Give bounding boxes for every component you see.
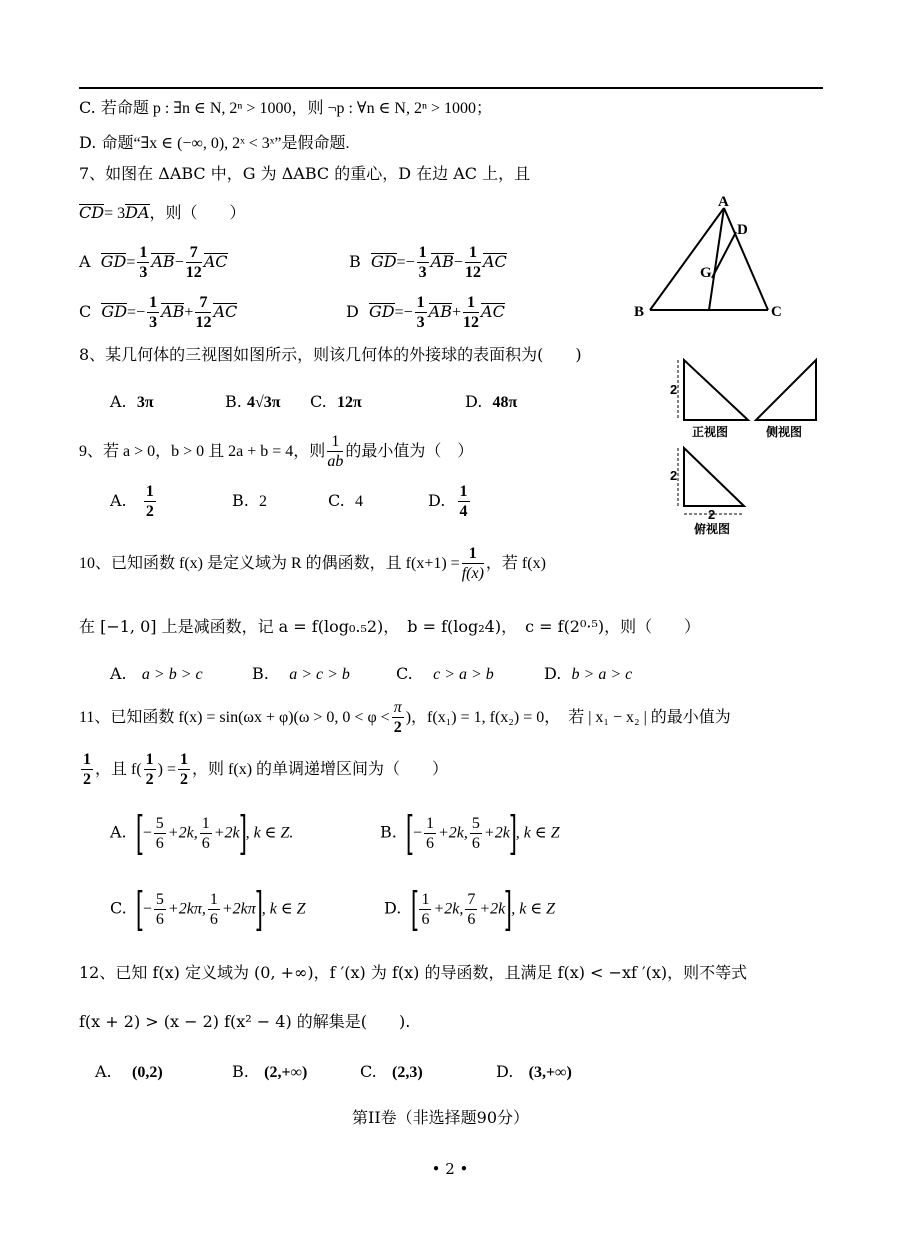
q7-option-c: C GD=− $\frac{1}{3}$ AB+ $\frac{7}{12}$ AC bbox=[79, 294, 238, 331]
q10-option-b: B. a > c > b bbox=[252, 664, 350, 683]
q8-option-b: B. 4√3π bbox=[225, 392, 281, 411]
top-view-label: 俯视图 bbox=[694, 522, 731, 536]
q12-option-c: C. (2,3) bbox=[360, 1062, 423, 1081]
label-a: A bbox=[718, 194, 729, 210]
label-g: G bbox=[700, 265, 712, 281]
q8-option-c: C. 12π bbox=[310, 392, 362, 411]
q8-stem: 8、某几何体的三视图如图所示，则该几何体的外接球的表面积为( ) bbox=[79, 345, 582, 364]
front-view-label: 正视图 bbox=[692, 425, 729, 439]
q7-stem: 7、如图在 ΔABC 中，G 为 ΔABC 的重心，D 在边 AC 上，且 bbox=[79, 164, 531, 183]
q11-option-b: B. [− $\frac{1}{6}$ +2k, $\frac{5}{6}$ +2k], k ∈ Z bbox=[380, 806, 560, 860]
q8-option-d: D. 48π bbox=[465, 392, 518, 411]
q12-inequality: f(x + 2) > (x − 2) f(x² − 4) 的解集是( ). bbox=[79, 1012, 411, 1031]
q10-stem: 10、已知函数 f(x) 是定义域为 R 的偶函数，且 f(x+1) = $\frac{1}{f(x)}$ ，若 f(x) bbox=[79, 545, 546, 582]
q11-stem: 11、已知函数 f(x) = sin(ωx + φ)(ω > 0, 0 < φ < $\frac{\pi}{2}$ )，f(x₁) = 1, f(x₂) = 0， 若 | x₁ − x₂ | 的最小值为 bbox=[79, 699, 731, 736]
q11-option-d: D. [ $\frac{1}{6}$ +2k, $\frac{7}{6}$ +2k], k ∈ Z bbox=[384, 882, 556, 936]
q7-triangle-figure bbox=[628, 192, 793, 322]
side-view bbox=[756, 360, 816, 420]
q9-option-a: A. $\frac{1}{2}$ bbox=[110, 483, 154, 520]
q7-condition: CD= 3DA，则（ ） bbox=[79, 203, 246, 222]
q10-option-a: A. a > b > c bbox=[110, 664, 203, 683]
q9-option-b: B. 2 bbox=[232, 491, 268, 510]
q7-option-b: B GD=− $\frac{1}{3}$ AB− $\frac{1}{12}$ AC bbox=[349, 244, 507, 281]
top-dim-width: 2 bbox=[708, 507, 716, 522]
q10-option-c: C. c > a > b bbox=[396, 664, 494, 683]
label-c: C bbox=[771, 304, 782, 320]
q8-option-a: A. 3π bbox=[110, 392, 154, 411]
q8-three-view-figure bbox=[664, 352, 832, 538]
q12-option-a: A. (0,2) bbox=[95, 1062, 163, 1081]
top-rule bbox=[79, 87, 823, 89]
q6-option-c: C. 若命题 p : ∃n ∈ N, 2ⁿ > 1000，则 ¬p : ∀n ∈ N, 2ⁿ > 1000； bbox=[79, 98, 493, 117]
top-dim-height: 2 bbox=[670, 468, 678, 483]
q12-stem: 12、已知 f(x) 定义域为 (0, +∞)，f ′(x) 为 f(x) 的导函数，且满足 f(x) < −xf ′(x)，则不等式 bbox=[79, 963, 748, 982]
q7-option-a: A GD= $\frac{1}{3}$ AB− $\frac{7}{12}$ AC bbox=[79, 244, 228, 281]
page-number: • 2 • bbox=[431, 1160, 469, 1178]
section-title: 第II卷（非选择题90分） bbox=[352, 1108, 530, 1127]
q11-condition: $\frac{1}{2}$ ，且 f( $\frac{1}{2}$ ) = $\frac{1}{2}$ ，则 f(x) 的单调递增区间为（ ） bbox=[83, 751, 449, 788]
q9-stem: 9、若 a > 0，b > 0 且 2a + b = 4，则 $\frac{1}{ab}$ 的最小值为（ ） bbox=[79, 433, 474, 470]
q12-option-d: D. (3,+∞) bbox=[496, 1062, 572, 1081]
front-view bbox=[684, 360, 748, 420]
q10-condition: 在 [−1, 0] 上是减函数，记 a = f(log₀.₅2)， b = f(log₂4)， c = f(2⁰·⁵)，则（ ） bbox=[79, 617, 701, 636]
q11-option-c: C. [− $\frac{5}{6}$ +2kπ, $\frac{1}{6}$ +2kπ], k ∈ Z bbox=[110, 882, 306, 936]
label-d: D bbox=[737, 222, 748, 238]
q7-option-d: D GD=− $\frac{1}{3}$ AB+ $\frac{1}{12}$ AC bbox=[346, 294, 505, 331]
top-view bbox=[684, 448, 744, 506]
side-view-label: 侧视图 bbox=[766, 425, 803, 439]
label-b: B bbox=[634, 304, 645, 320]
q6-option-d: D. 命题“∃x ∈ (−∞, 0), 2ˣ < 3ˣ”是假命题. bbox=[79, 133, 350, 152]
q9-option-c: C. 4 bbox=[328, 491, 363, 510]
q10-option-d: D. b > a > c bbox=[544, 664, 633, 683]
front-dim: 2 bbox=[670, 382, 678, 397]
q9-option-d: D. $\frac{1}{4}$ bbox=[428, 483, 468, 520]
segment-gd bbox=[712, 232, 736, 278]
q11-option-a: A. [− $\frac{5}{6}$ +2k, $\frac{1}{6}$ +2k], k ∈ Z. bbox=[110, 806, 294, 860]
q12-option-b: B. (2,+∞) bbox=[232, 1062, 308, 1081]
side-ab bbox=[650, 208, 724, 310]
